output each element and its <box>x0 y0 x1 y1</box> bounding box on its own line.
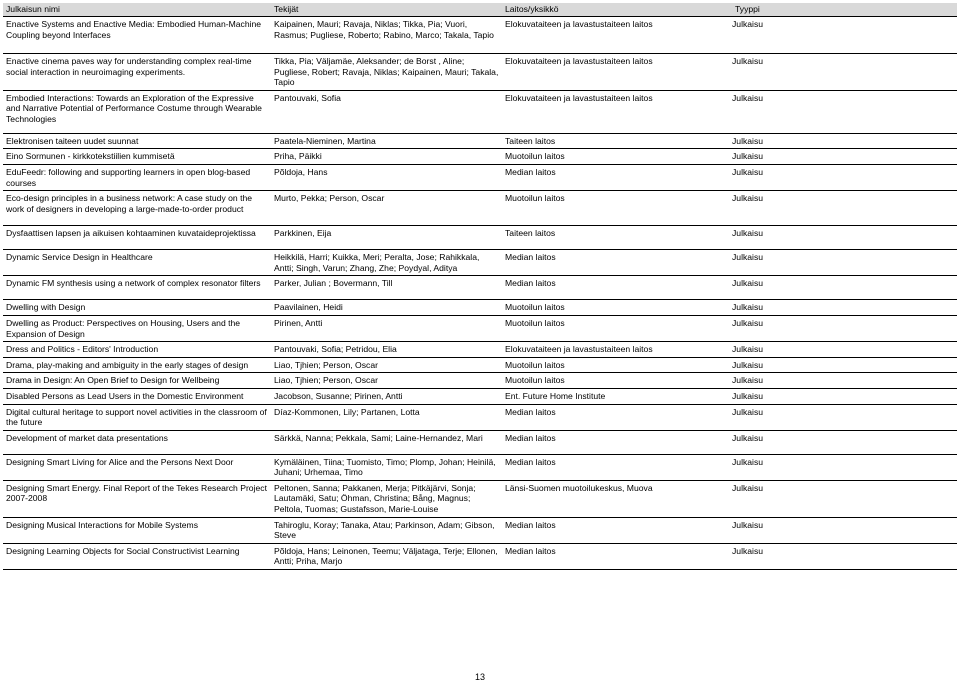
cell-name: Eco-design principles in a business network: A case study on the work of designers in developing a large-made-to-order product <box>3 191 271 226</box>
cell-name: Drama, play-making and ambiguity in the early stages of design <box>3 357 271 373</box>
table-row <box>3 342 957 358</box>
cell-authors: Heikkilä, Harri; Kuikka, Meri; Peralta, Jose; Rahikkala, Antti; Singh, Varun; Zhang, Zhe; Poydyal, Aditya <box>271 250 502 276</box>
cell-department: Muotoilun laitos <box>502 191 732 226</box>
cell-type: Julkaisu <box>732 164 957 190</box>
table-row <box>3 300 957 316</box>
table-body <box>3 17 957 570</box>
cell-name: Dress and Politics - Editors' Introduction <box>3 342 271 358</box>
table-row <box>3 543 957 569</box>
cell-department: Muotoilun laitos <box>502 315 732 341</box>
table-row <box>3 17 957 54</box>
cell-department: Ent. Future Home Institute <box>502 388 732 404</box>
cell-authors: Paavilainen, Heidi <box>271 300 502 316</box>
cell-authors: Tikka, Pia; Väljamäe, Aleksander; de Borst , Aline; Pugliese, Robert; Ravaja, Niklas; Kaipainen, Mauri; Takala, Tapio <box>271 54 502 91</box>
cell-type: Julkaisu <box>732 388 957 404</box>
cell-department: Taiteen laitos <box>502 226 732 250</box>
cell-type: Julkaisu <box>732 454 957 480</box>
header-department: Laitos/yksikkö <box>502 3 732 17</box>
cell-type: Julkaisu <box>732 54 957 91</box>
cell-department: Elokuvataiteen ja lavastustaiteen laitos <box>502 17 732 54</box>
cell-authors: Peltonen, Sanna; Pakkanen, Merja; Pitkäjärvi, Sonja; Lautamäki, Satu; Öhman, Christina; Bång, Magnus; Peltola, Tuomas; Gustafsson, Marie-Louise <box>271 480 502 517</box>
cell-type: Julkaisu <box>732 276 957 300</box>
cell-authors: Põldoja, Hans; Leinonen, Teemu; Väljataga, Terje; Ellonen, Antti; Priha, Marjo <box>271 543 502 569</box>
cell-type: Julkaisu <box>732 250 957 276</box>
cell-name: Designing Learning Objects for Social Constructivist Learning <box>3 543 271 569</box>
cell-department: Median laitos <box>502 404 732 430</box>
cell-name: Drama in Design: An Open Brief to Design for Wellbeing <box>3 373 271 389</box>
table-row <box>3 191 957 226</box>
table-row <box>3 90 957 133</box>
cell-authors: Díaz-Kommonen, Lily; Partanen, Lotta <box>271 404 502 430</box>
cell-authors: Tahiroglu, Koray; Tanaka, Atau; Parkinson, Adam; Gibson, Steve <box>271 517 502 543</box>
cell-type: Julkaisu <box>732 315 957 341</box>
cell-authors: Pantouvaki, Sofia; Petridou, Elia <box>271 342 502 358</box>
cell-department: Muotoilun laitos <box>502 373 732 389</box>
cell-type: Julkaisu <box>732 90 957 133</box>
table-row <box>3 250 957 276</box>
cell-authors: Murto, Pekka; Person, Oscar <box>271 191 502 226</box>
cell-department: Elokuvataiteen ja lavastustaiteen laitos <box>502 90 732 133</box>
cell-type: Julkaisu <box>732 357 957 373</box>
table-row <box>3 54 957 91</box>
cell-authors: Liao, Tjhien; Person, Oscar <box>271 373 502 389</box>
cell-authors: Parker, Julian ; Bovermann, Till <box>271 276 502 300</box>
cell-type: Julkaisu <box>732 226 957 250</box>
cell-department: Muotoilun laitos <box>502 149 732 165</box>
cell-type: Julkaisu <box>732 342 957 358</box>
cell-type: Julkaisu <box>732 133 957 149</box>
table-header-row <box>3 3 957 17</box>
page-number: 13 <box>474 672 485 682</box>
cell-name: Elektronisen taiteen uudet suunnat <box>3 133 271 149</box>
publication-report <box>3 3 957 570</box>
cell-authors: Jacobson, Susanne; Pirinen, Antti <box>271 388 502 404</box>
cell-department: Elokuvataiteen ja lavastustaiteen laitos <box>502 54 732 91</box>
table-row <box>3 133 957 149</box>
table-row <box>3 430 957 454</box>
table-row <box>3 373 957 389</box>
table-row <box>3 149 957 165</box>
cell-name: Dysfaattisen lapsen ja aikuisen kohtaaminen kuvataideprojektissa <box>3 226 271 250</box>
cell-name: Development of market data presentations <box>3 430 271 454</box>
cell-authors: Priha, Päikki <box>271 149 502 165</box>
cell-name: EduFeedr: following and supporting learners in open blog-based courses <box>3 164 271 190</box>
cell-name: Dynamic FM synthesis using a network of complex resonator filters <box>3 276 271 300</box>
cell-authors: Liao, Tjhien; Person, Oscar <box>271 357 502 373</box>
cell-authors: Põldoja, Hans <box>271 164 502 190</box>
cell-name: Enactive cinema paves way for understanding complex real-time social interaction in neuroimaging experiments. <box>3 54 271 91</box>
cell-department: Median laitos <box>502 430 732 454</box>
cell-department: Median laitos <box>502 454 732 480</box>
cell-authors: Paatela-Nieminen, Martina <box>271 133 502 149</box>
cell-type: Julkaisu <box>732 543 957 569</box>
cell-authors: Kaipainen, Mauri; Ravaja, Niklas; Tikka, Pia; Vuori, Rasmus; Pugliese, Roberto; Rabino, Marco; Takala, Tapio <box>271 17 502 54</box>
header-name: Julkaisun nimi <box>3 3 271 17</box>
cell-department: Median laitos <box>502 517 732 543</box>
cell-name: Dwelling as Product: Perspectives on Housing, Users and the Expansion of Design <box>3 315 271 341</box>
table-row <box>3 454 957 480</box>
cell-type: Julkaisu <box>732 300 957 316</box>
table-row <box>3 404 957 430</box>
cell-name: Enactive Systems and Enactive Media: Embodied Human-Machine Coupling beyond Interfaces <box>3 17 271 54</box>
cell-type: Julkaisu <box>732 373 957 389</box>
cell-department: Median laitos <box>502 543 732 569</box>
cell-department: Elokuvataiteen ja lavastustaiteen laitos <box>502 342 732 358</box>
cell-authors: Parkkinen, Eija <box>271 226 502 250</box>
cell-type: Julkaisu <box>732 149 957 165</box>
cell-name: Dwelling with Design <box>3 300 271 316</box>
cell-department: Muotoilun laitos <box>502 300 732 316</box>
cell-type: Julkaisu <box>732 191 957 226</box>
table-row <box>3 517 957 543</box>
cell-name: Designing Musical Interactions for Mobile Systems <box>3 517 271 543</box>
table-row <box>3 226 957 250</box>
header-authors: Tekijät <box>271 3 502 17</box>
cell-type: Julkaisu <box>732 17 957 54</box>
cell-authors: Kymäläinen, Tiina; Tuomisto, Timo; Plomp, Johan; Heinilä, Juhani; Urhemaa, Timo <box>271 454 502 480</box>
table-row <box>3 388 957 404</box>
publication-table <box>3 3 957 570</box>
cell-authors: Pantouvaki, Sofia <box>271 90 502 133</box>
cell-name: Designing Smart Living for Alice and the Persons Next Door <box>3 454 271 480</box>
cell-type: Julkaisu <box>732 404 957 430</box>
cell-authors: Pirinen, Antti <box>271 315 502 341</box>
cell-department: Median laitos <box>502 164 732 190</box>
cell-name: Designing Smart Energy. Final Report of the Tekes Research Project 2007-2008 <box>3 480 271 517</box>
table-row <box>3 276 957 300</box>
table-row <box>3 357 957 373</box>
cell-department: Median laitos <box>502 276 732 300</box>
table-row <box>3 480 957 517</box>
cell-department: Muotoilun laitos <box>502 357 732 373</box>
header-type: Tyyppi <box>732 3 957 17</box>
table-row <box>3 164 957 190</box>
cell-type: Julkaisu <box>732 480 957 517</box>
cell-type: Julkaisu <box>732 517 957 543</box>
cell-department: Länsi-Suomen muotoilukeskus, Muova <box>502 480 732 517</box>
cell-name: Disabled Persons as Lead Users in the Domestic Environment <box>3 388 271 404</box>
table-row <box>3 315 957 341</box>
cell-name: Embodied Interactions: Towards an Exploration of the Expressive and Narrative Potential of Performance Costume through Wearable Technologies <box>3 90 271 133</box>
cell-department: Median laitos <box>502 250 732 276</box>
cell-name: Digital cultural heritage to support novel activities in the classroom of the future <box>3 404 271 430</box>
cell-name: Eino Sormunen - kirkkotekstiilien kummisetä <box>3 149 271 165</box>
cell-department: Taiteen laitos <box>502 133 732 149</box>
cell-type: Julkaisu <box>732 430 957 454</box>
cell-authors: Särkkä, Nanna; Pekkala, Sami; Laine-Hernandez, Mari <box>271 430 502 454</box>
cell-name: Dynamic Service Design in Healthcare <box>3 250 271 276</box>
